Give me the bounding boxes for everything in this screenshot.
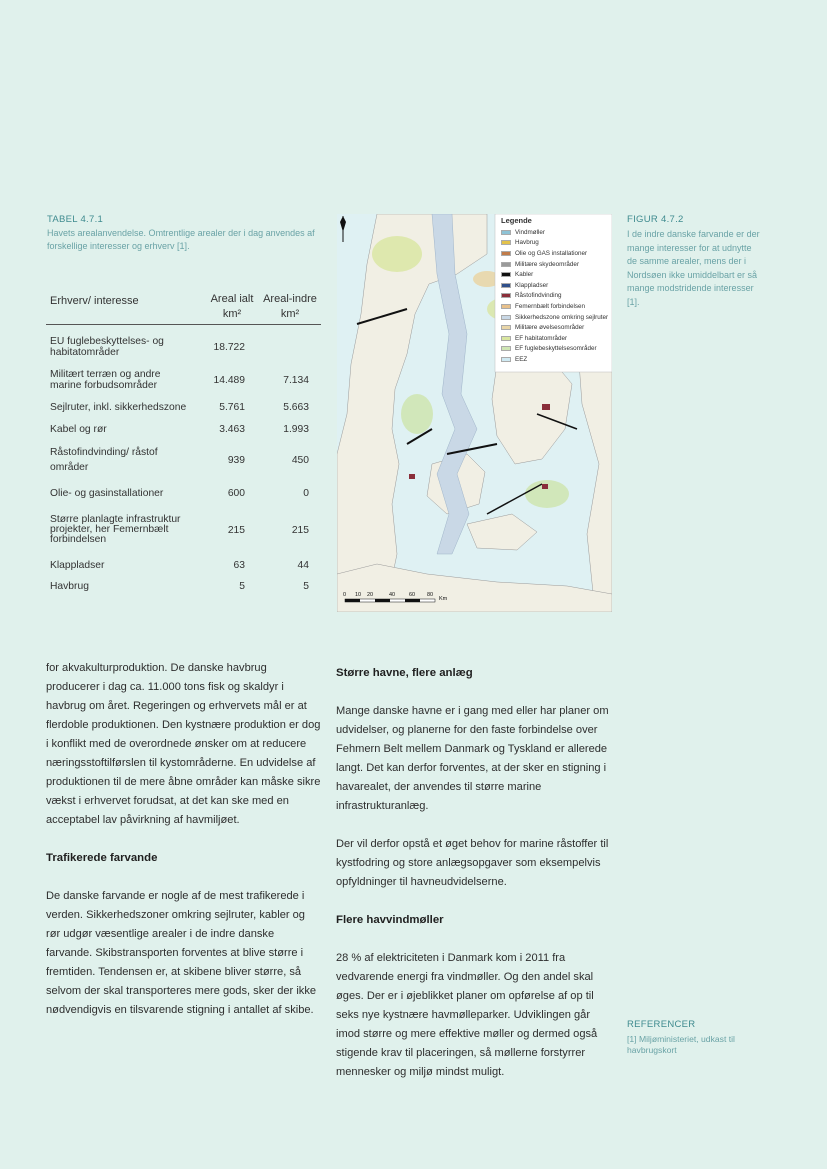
legend-item: Militære skydeområder	[501, 259, 611, 270]
table-row: Militært terræn og andre marine forbudsområder 14.489 7.134	[50, 369, 309, 391]
legend-item: Havbrug	[501, 238, 611, 249]
legend-swatch-icon	[501, 262, 511, 267]
legend-item: Kabler	[501, 269, 611, 280]
habitat-area	[372, 236, 422, 272]
legend-swatch-icon	[501, 304, 511, 309]
legend-swatch-icon	[501, 336, 511, 341]
habitat-area	[401, 394, 433, 434]
section-heading: Flere havvindmøller	[336, 914, 444, 926]
legend-swatch-icon	[501, 293, 511, 298]
section-heading: Trafikerede farvande	[46, 852, 158, 864]
legend-item: EEZ	[501, 354, 611, 365]
header-interest: Erhverv/ interesse	[50, 295, 139, 307]
legend-swatch-icon	[501, 230, 511, 235]
legend-list	[501, 216, 611, 365]
header-inner-area: Areal-indre km²	[263, 293, 317, 320]
figure-caption: I de indre danske farvande er der mange interesser for at udnytte de samme arealer, mens der i Nordsøen ikke umiddelbart er så mange modstridende interesser [1].	[627, 229, 760, 307]
marine-interest-map	[337, 214, 612, 612]
legend-item: Klappladser	[501, 280, 611, 291]
raw-material-site	[542, 404, 550, 410]
table-row: Olie- og gasinstallationer 600 0	[50, 487, 309, 499]
raw-material-site	[409, 474, 415, 479]
body-paragraph: for akvakulturproduktion. De danske havbrug producerer i dag ca. 11.000 tons fisk og skaldyr i havbrug om året. Regeringen og erhvervets mål er at flerdoble produktionen. Den kystnære produktion er dog i konflikt med de overordnede ønsker om at reducere næringsstoftilførslen til kystområderne. En udvidelse af produktionen til de mere åbne områder kan måske sikre vækst i erhvervet forudsat, at det kan ske med en acceptabel lav påvirkning af havmiljøet.	[46, 662, 321, 826]
raw-material-site	[542, 484, 548, 489]
scale-labels: 0 10 20 40 60 80 Km	[343, 592, 448, 602]
legend-swatch-icon	[501, 346, 511, 351]
table-row: Større planlagte infrastruktur projekter, her Femernbælt forbindelsen 215 215	[50, 514, 309, 545]
table-header	[46, 292, 321, 325]
section-heading: Større havne, flere anlæg	[336, 667, 473, 679]
legend-swatch-icon	[501, 272, 511, 277]
table-label: TABEL 4.7.1	[47, 214, 104, 225]
body-paragraph: 28 % af elektriciteten i Danmark kom i 2011 fra vedvarende energi fra vindmøller. Og den andel skal øges. Der er i øjeblikket planer om opførelse af op til seks nye kystnære havmølleparker. Udviklingen går imod større og mere effektive møller og dermed også stigende krav til placeringen, så møllerne forstyrrer mennesker og miljø mindst muligt.	[336, 952, 598, 1078]
table-row: Råstofindvinding/ råstof områder 939 450	[50, 447, 309, 473]
legend-swatch-icon	[501, 240, 511, 245]
legend-swatch-icon	[501, 283, 511, 288]
table-row: Klappladser 63 44	[50, 559, 309, 571]
legend-item: Sikkerhedszone omkring sejlruter	[501, 312, 611, 323]
land-use-table	[46, 292, 321, 595]
legend-item: Vindmøller	[501, 227, 611, 238]
legend-title: Legende	[501, 216, 532, 225]
legend-item: Råstofindvinding	[501, 291, 611, 302]
legend-item: EF fuglebeskyttelsesområder	[501, 344, 611, 355]
body-paragraph: Der vil derfor opstå et øget behov for marine råstoffer til kystfodring og store anlægsopgaver som eksempelvis opfyldninger til havneudvidelserne.	[336, 838, 609, 888]
legend-swatch-icon	[501, 325, 511, 330]
legend-swatch-icon	[501, 357, 511, 362]
table-row: Havbrug 5 5	[50, 580, 309, 592]
left-column	[46, 659, 322, 1039]
references-label: REFERENCER	[627, 1019, 696, 1030]
table-row: Sejlruter, inkl. sikkerhedszone 5.761 5.663	[50, 401, 309, 413]
references-item: [1] Miljøministeriet, udkast til havbrugskort	[627, 1034, 735, 1055]
legend-item: Femernbælt forbindelsen	[501, 301, 611, 312]
table-row: EU fuglebeskyttelses- og habitatområder 18.722	[50, 336, 245, 358]
body-paragraph: Mange danske havne er i gang med eller har planer om udvidelser, og planerne for den faste forbindelse over Fehmern Belt mellem Danmark og Tyskland er allerede langt. Det kan derfor forventes, at der sker en stigning i havarealet, der anvendes til større marine infrastrukturanlæg.	[336, 705, 609, 812]
table-row: Kabel og rør 3.463 1.993	[50, 423, 309, 435]
legend-item: Olie og GAS installationer	[501, 248, 611, 259]
legend-item: EF habitatområder	[501, 333, 611, 344]
table-caption: Havets arealanvendelse. Omtrentlige arealer der i dag anvendes af forskellige interesser og erhverv [1].	[47, 228, 315, 251]
header-total-area: Areal ialt km²	[210, 293, 254, 320]
body-paragraph: De danske farvande er nogle af de mest trafikerede i verden. Sikkerhedszoner omkring sejlruter, kabler og rør udgør væsentlige arealer i de indre danske farvande. Skibstransporten forventes at blive større i fremtiden. Tendensen er, at skibene bliver større, så selvom der skal transporteres mere gods, sker der ikke nødvendigvis en tilsvarende stigning i antallet af skibe.	[46, 890, 317, 1016]
legend-swatch-icon	[501, 251, 511, 256]
right-column	[336, 664, 612, 1101]
legend-swatch-icon	[501, 315, 511, 320]
legend-item: Militære øvelsesområder	[501, 322, 611, 333]
figure-label: FIGUR 4.7.2	[627, 214, 684, 225]
